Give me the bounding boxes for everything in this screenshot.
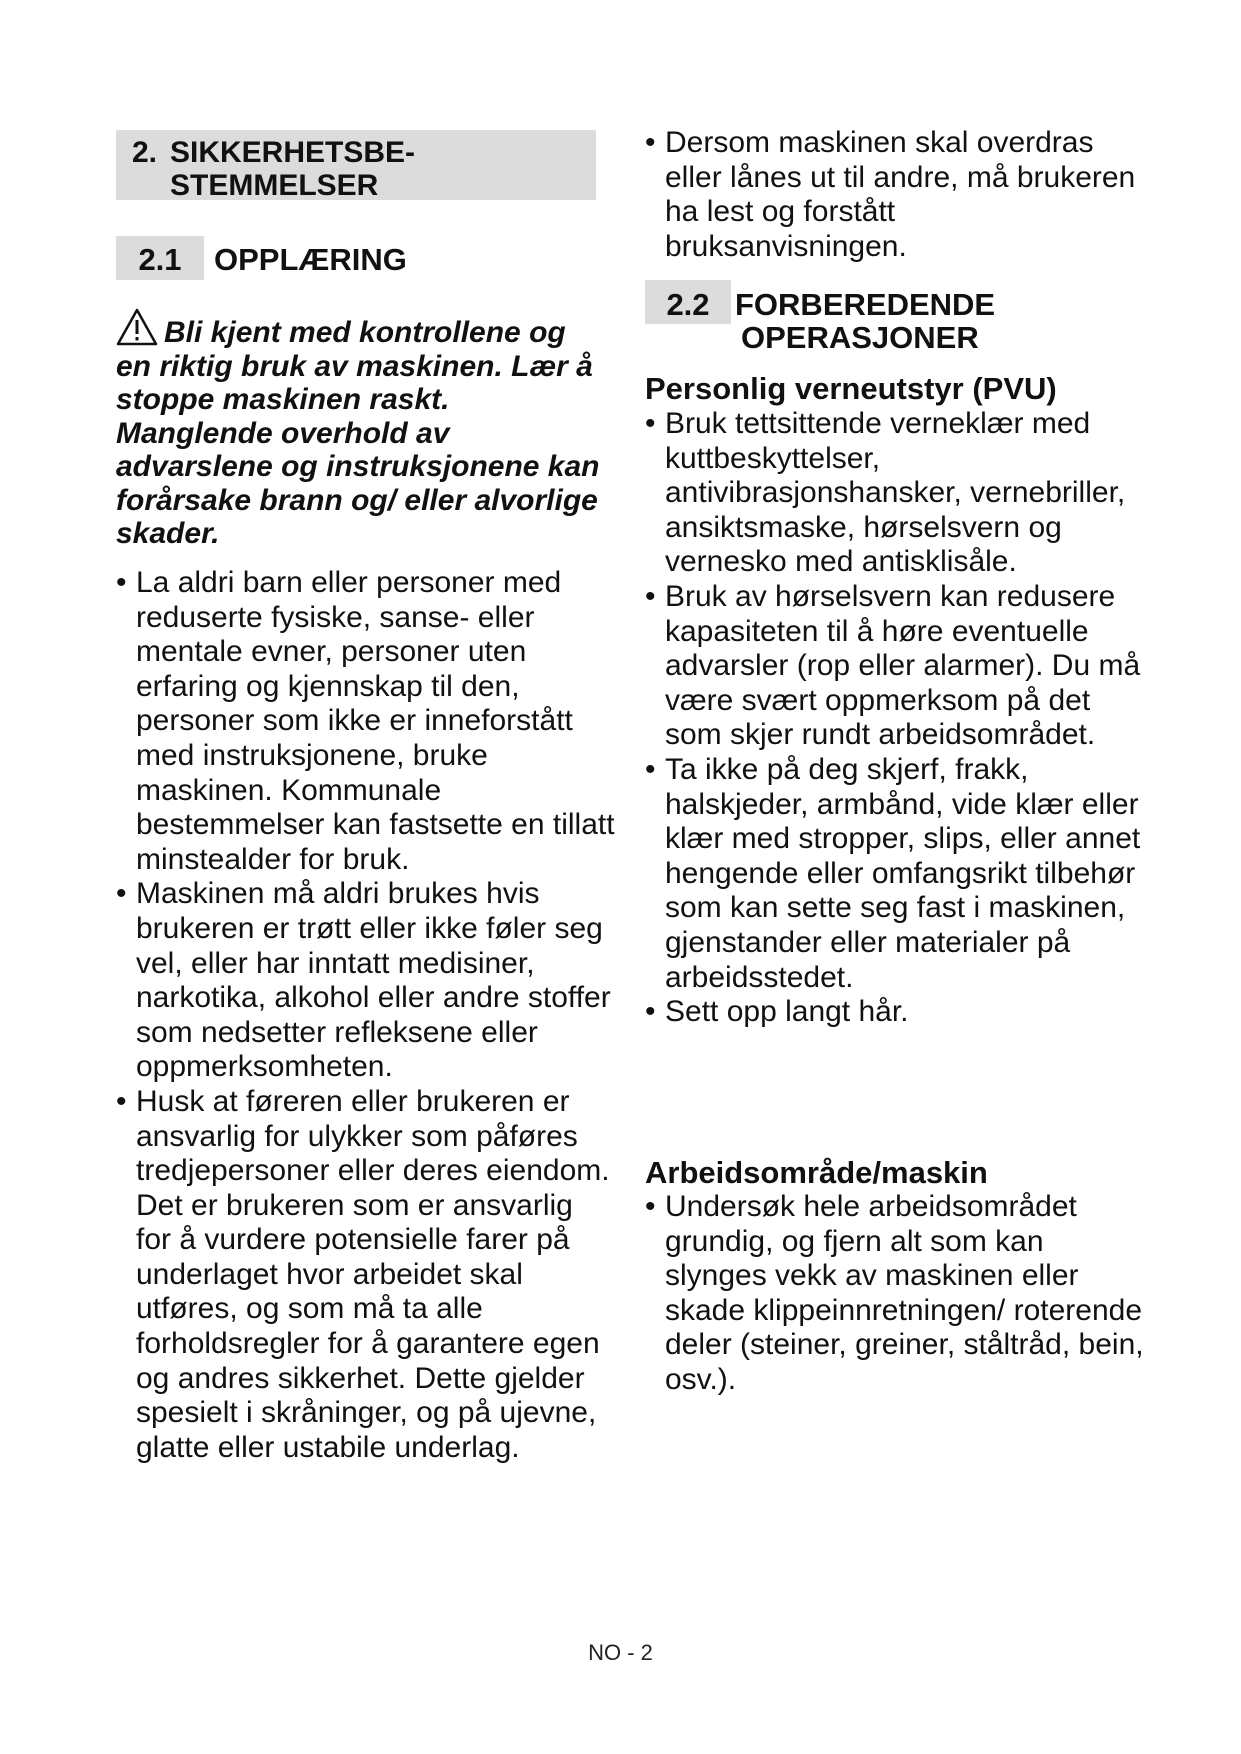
ppe-list (645, 407, 1145, 1030)
list-item: • Bruk tettsittende verneklær med kuttbeskyttelser, antivibrasjonshansker, vernebriller, ansiktsmaske, hørselsvern og vernesko med antisklisåle. (645, 407, 1145, 580)
section-heading (116, 130, 596, 200)
subsection-title-line1: FORBEREDENDE (735, 287, 996, 322)
list-item: • La aldri barn eller personer med reduserte fysiske, sanse- eller mentale evner, personer uten erfaring og kjennskap til den, personer som ikke er inneforstått med instruksjonene, bruke maskinen. Kommunale bestemmelser kan fastsette en tillatt minstealder for bruk. (116, 566, 616, 877)
training-list (116, 566, 616, 1465)
subsection-number: 2.2 (645, 280, 731, 324)
list-item: • Ta ikke på deg skjerf, frakk, halskjeder, armbånd, vide klær eller klær med stropper, slips, eller annet hengende eller omfangsrikt tilbehør som kan sette seg fast i maskinen, gjenstander eller materialer på arbeidsstedet. (645, 753, 1145, 995)
list-item: • Maskinen må aldri brukes hvis brukeren er trøtt eller ikke føler seg vel, eller har inntatt medisiner, narkotika, alkohol eller andre stoffer som nedsetter refleksene eller oppmerksomheten. (116, 877, 616, 1085)
ppe-subtitle: Personlig verneutstyr (PVU) (645, 371, 1057, 406)
subsection-title-line2: OPERASJONER (741, 320, 979, 355)
page-number: NO - 2 (588, 1640, 653, 1665)
list-item: • Undersøk hele arbeidsområdet grundig, og fjern alt som kan slynges vekk av maskinen eller skade klippeinnretningen/ roterende deler (steiner, greiner, ståltråd, bein, osv.). (645, 1190, 1145, 1398)
work-area-subtitle: Arbeidsområde/maskin (645, 1155, 988, 1190)
section-title-line1: SIKKERHETSBE- (170, 136, 416, 169)
training-list-continued (645, 126, 1145, 264)
list-item: • Husk at føreren eller brukeren er ansvarlig for ulykker som påføres tredjepersoner eller deres eiendom. Det er brukeren som er ansvarlig for å vurdere potensielle farer på underlaget hvor arbeidet skal utføres, og som må ta alle forholdsregler for å garantere egen og andres sikkerhet. Dette gjelder spesielt i skråninger, og på ujevne, glatte eller ustabile underlag. (116, 1085, 616, 1466)
subsection-heading-2-2 (645, 280, 1145, 360)
warning-block (116, 308, 606, 551)
subsection-title (735, 288, 995, 354)
list-item: • Dersom maskinen skal overdras eller lånes ut til andre, må brukeren ha lest og forstått bruksanvisningen. (645, 126, 1145, 264)
subsection-number: 2.1 (116, 236, 204, 280)
section-number: 2. (132, 136, 158, 169)
work-area-list (645, 1190, 1145, 1398)
list-item: • Bruk av hørselsvern kan redusere kapasiteten til å høre eventuelle advarsler (rop eller alarmer). Du må være svært oppmerksom på det som skjer rundt arbeidsområdet. (645, 580, 1145, 753)
section-title-line2: STEMMELSER (170, 169, 379, 202)
warning-triangle-icon (116, 308, 158, 346)
warning-text: Bli kjent med kontrollene og en riktig bruk av maskinen. Lær å stoppe maskinen raskt. Manglende overhold av advarslene og instruksjonene kan forårsake brann og/ eller alvorlige skader. (116, 316, 600, 550)
list-item: • Sett opp langt hår. (645, 995, 1145, 1030)
subsection-title: OPPLÆRING (214, 242, 407, 277)
subsection-heading-2-1 (116, 236, 596, 280)
